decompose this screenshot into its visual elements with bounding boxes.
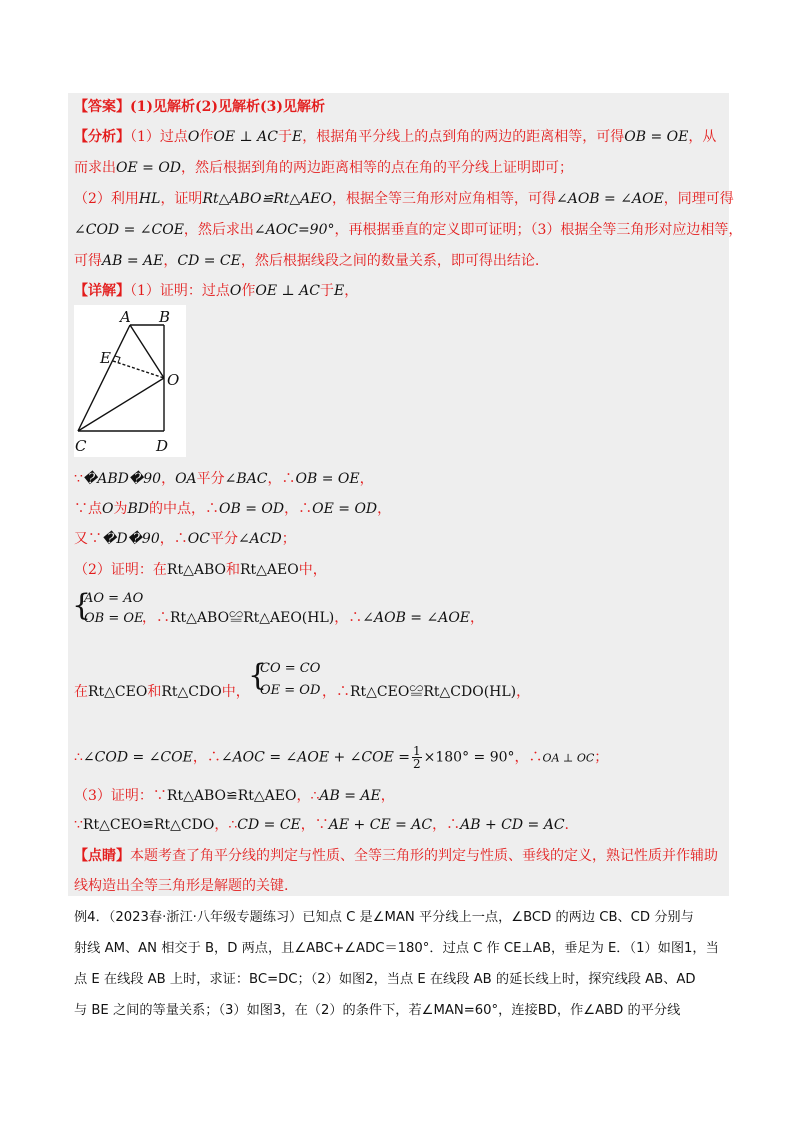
text: 作 bbox=[199, 129, 214, 145]
detail-line-1 bbox=[74, 281, 358, 301]
text: ，∴ bbox=[284, 501, 313, 517]
text: （1）证明：过点 bbox=[130, 283, 230, 299]
system-1-line-1: AO = AO bbox=[84, 591, 144, 606]
text: ，从 bbox=[688, 129, 717, 145]
math: OE ⊥ AC bbox=[255, 283, 320, 299]
label-e: E bbox=[100, 349, 111, 367]
math: Rt△AEO bbox=[240, 562, 299, 578]
text: ∵点 bbox=[74, 501, 102, 517]
math: OA bbox=[175, 471, 197, 487]
math: Rt△ABO bbox=[166, 562, 226, 578]
text: ，∵ bbox=[300, 817, 329, 833]
denominator: 2 bbox=[413, 757, 421, 771]
text: ， bbox=[163, 253, 178, 269]
math: ∠BAC bbox=[224, 471, 268, 487]
text: ， bbox=[516, 684, 531, 700]
system-2-line-2: OE = OD bbox=[260, 683, 321, 698]
text: ，∴ bbox=[267, 471, 296, 487]
text: ，∴ bbox=[432, 817, 461, 833]
proof-line-8 bbox=[74, 786, 395, 806]
text: ， bbox=[470, 610, 485, 626]
comment-tag: 【点睛】 bbox=[74, 848, 130, 864]
math: O bbox=[102, 501, 114, 517]
text: ∵ bbox=[74, 817, 83, 833]
geometry-figure bbox=[74, 305, 186, 457]
example-line-3: 点 E 在线段 AB 上时，求证：BC=DC；（2）如图2，当点 E 在线段 AB 的延长线上时，探究线段 AB、AD bbox=[74, 972, 696, 987]
text: ，然后根据到角的两边距离相等的点在角的平分线上证明即可； bbox=[181, 160, 574, 176]
label-a: A bbox=[120, 308, 131, 326]
math: OB = OE bbox=[295, 471, 360, 487]
math: ∠COD = ∠COE bbox=[74, 222, 184, 238]
math: OE = OD bbox=[312, 501, 378, 517]
proof-line-3 bbox=[74, 529, 296, 549]
numerator: 1 bbox=[413, 744, 421, 758]
math: ∠ACD bbox=[237, 531, 282, 547]
answer-panel bbox=[68, 93, 729, 896]
math: AB = AE bbox=[102, 253, 164, 269]
label-b: B bbox=[159, 308, 171, 326]
text: ，∴ bbox=[142, 610, 170, 626]
answer-tag: 【答案】 bbox=[74, 99, 130, 115]
answer-text: (1)见解析(2)见解析(3)见解析 bbox=[130, 99, 325, 115]
text: ， bbox=[344, 283, 359, 299]
math: ×180° = 90° bbox=[423, 749, 515, 766]
label-c: C bbox=[75, 437, 87, 455]
text: 又∵ bbox=[74, 531, 102, 547]
math: Rt△CEO bbox=[88, 684, 148, 700]
proof-line-2 bbox=[74, 499, 391, 519]
text: ，根据全等三角形对应角相等，可得 bbox=[331, 191, 556, 207]
proof-line-4 bbox=[74, 560, 327, 580]
text: ∵ bbox=[74, 471, 83, 487]
text: ，然后求出 bbox=[183, 222, 254, 238]
math: AB = AE bbox=[319, 788, 381, 804]
text: 本题考查了角平分线的判定与性质、全等三角形的判定与性质、垂线的定义，熟记性质并作辅助 bbox=[130, 848, 718, 864]
text: ，∴ bbox=[159, 531, 188, 547]
math: ∠COD = ∠COE bbox=[82, 749, 193, 766]
math: �ABD�90 bbox=[82, 471, 162, 487]
proof-line-9 bbox=[74, 815, 569, 835]
text: （2）利用 bbox=[74, 191, 139, 207]
math: OB = OE bbox=[624, 129, 689, 145]
analysis-line-1 bbox=[74, 127, 716, 147]
math: Rt△ABO≌Rt△AEO(HL) bbox=[170, 610, 335, 626]
text: 于 bbox=[278, 129, 292, 145]
math: O bbox=[229, 283, 242, 299]
text: ，∴ bbox=[334, 610, 363, 626]
math: CD = CE bbox=[237, 817, 301, 833]
math: Rt△ABO≌Rt△AEO bbox=[202, 191, 332, 207]
analysis-line-2 bbox=[74, 158, 573, 178]
text: ， bbox=[377, 501, 392, 517]
text: ，∴ bbox=[296, 788, 320, 804]
text: ； bbox=[281, 531, 296, 547]
text: 和 bbox=[147, 684, 162, 700]
text: ，∴ bbox=[514, 749, 543, 766]
text: ∴ bbox=[74, 749, 83, 766]
math: O bbox=[187, 129, 200, 145]
analysis-line-5 bbox=[74, 251, 539, 271]
text: ，∴ bbox=[322, 684, 350, 700]
math: E bbox=[292, 129, 303, 145]
answer-line bbox=[74, 97, 325, 117]
text: （3）证明：∵ bbox=[74, 788, 167, 804]
example-line-1: 例4．（2023春·浙江·八年级专题练习）已知点 C 是∠MAN 平分线上一点，∠BCD 的两边 CB、CD 分别与 bbox=[74, 910, 694, 925]
example-line-4: 与 BE 之间的等量关系；（3）如图3，在（2）的条件下，若∠MAN=60°，连接BD，作∠ABD 的平分线 bbox=[74, 1003, 681, 1018]
system-2-line-1: CO = CO bbox=[260, 661, 321, 676]
text: 可得 bbox=[74, 253, 102, 269]
text: ， bbox=[359, 471, 374, 487]
text: 和 bbox=[226, 562, 240, 578]
math: ∠AOC = ∠AOE + ∠COE = bbox=[220, 749, 410, 766]
text: ， bbox=[380, 788, 395, 804]
text: ，∴ bbox=[214, 817, 238, 833]
math: AB + CD = AC bbox=[460, 817, 565, 833]
analysis-line-4 bbox=[74, 220, 742, 240]
system-1-line-2: OB = OE bbox=[84, 611, 144, 626]
analysis-line-3 bbox=[74, 189, 734, 209]
proof-line-6b bbox=[322, 682, 530, 702]
label-d: D bbox=[156, 437, 169, 455]
math: Rt△ABO≌Rt△AEO bbox=[166, 788, 297, 804]
text: 平分 bbox=[196, 471, 225, 487]
text: 中， bbox=[298, 562, 327, 578]
math: ∠AOB = ∠AOE bbox=[362, 610, 471, 626]
math: BD bbox=[127, 501, 149, 517]
math: Rt△CDO bbox=[161, 684, 222, 700]
brace-2: { bbox=[248, 658, 268, 693]
text: ； bbox=[594, 749, 609, 766]
math: CD = CE bbox=[177, 253, 241, 269]
analysis-tag: 【分析】 bbox=[74, 129, 130, 145]
math: OB = OD bbox=[219, 501, 285, 517]
math: OC bbox=[187, 531, 210, 547]
proof-line-7 bbox=[74, 745, 608, 770]
math: HL bbox=[138, 191, 161, 207]
label-o: O bbox=[167, 371, 180, 389]
example-line-2: 射线 AM、AN 相交于 B，D 两点，且∠ABC+∠ADC＝180°．过点 C 作 CE⊥AB，垂足为 E．（1）如图1，当 bbox=[74, 941, 719, 956]
proof-line-5 bbox=[142, 608, 484, 628]
math: �D�90 bbox=[102, 531, 160, 547]
text: ，证明 bbox=[160, 191, 203, 207]
text: ，再根据垂直的定义即可证明；（3）根据全等三角形对应边相等， bbox=[334, 222, 743, 238]
math: E bbox=[334, 283, 345, 299]
text: （2）证明：在 bbox=[74, 562, 167, 578]
text: ，同理可得 bbox=[663, 191, 734, 207]
text: ，然后根据线段之间的数量关系，即可得出结论. bbox=[240, 253, 540, 269]
text: 于 bbox=[320, 283, 334, 299]
text: 的中点，∴ bbox=[149, 501, 219, 517]
proof-line-6 bbox=[74, 682, 250, 702]
text: 线构造出全等三角形是解题的关键. bbox=[74, 878, 289, 894]
comment-line-2 bbox=[74, 876, 288, 896]
math: OE ⊥ AC bbox=[213, 129, 278, 145]
fraction-half bbox=[412, 745, 422, 770]
text: 中， bbox=[221, 684, 250, 700]
text: 在 bbox=[74, 684, 88, 700]
text: 而求出 bbox=[74, 160, 116, 176]
math: ∠AOB = ∠AOE bbox=[555, 191, 664, 207]
text: 作 bbox=[241, 283, 256, 299]
text: 为 bbox=[113, 501, 128, 517]
math: OA ⊥ OC bbox=[542, 751, 595, 765]
math: AE + CE = AC bbox=[328, 817, 433, 833]
text: 平分 bbox=[209, 531, 238, 547]
math: OE = OD bbox=[116, 160, 182, 176]
math: ∠AOC=90° bbox=[253, 222, 335, 238]
proof-line-1 bbox=[74, 469, 374, 489]
text: ，∴ bbox=[192, 749, 221, 766]
text: （1）过点 bbox=[130, 129, 188, 145]
math: Rt△CEO≌Rt△CDO(HL) bbox=[350, 684, 517, 700]
detail-tag: 【详解】 bbox=[74, 283, 130, 299]
math: Rt△CEO≌Rt△CDO bbox=[82, 817, 215, 833]
text: ，根据角平分线上的点到角的两边的距离相等，可得 bbox=[302, 129, 625, 145]
text: . bbox=[564, 817, 569, 833]
comment-line-1 bbox=[74, 846, 718, 866]
text: ， bbox=[161, 471, 176, 487]
brace-1: { bbox=[72, 588, 92, 623]
